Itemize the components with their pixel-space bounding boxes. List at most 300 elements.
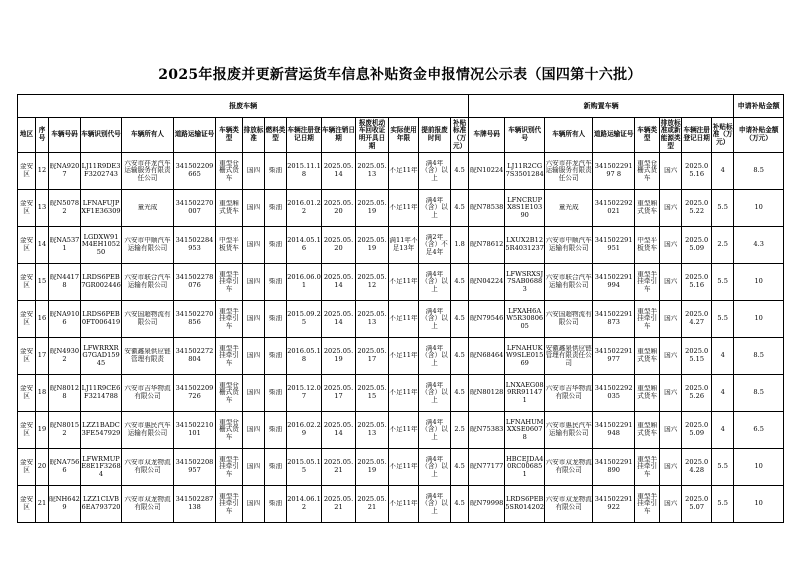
cell-text: 重型仓栅式货车	[219, 418, 239, 441]
table-cell	[451, 375, 469, 412]
table-cell	[545, 449, 593, 486]
table-cell	[635, 190, 660, 227]
cell-text: 重型厢式货车	[637, 348, 658, 363]
table-cell	[174, 338, 216, 375]
table-row	[18, 264, 784, 301]
cell-text: 皖NA9106	[49, 311, 80, 326]
cell-text: 重型仓栅式货车	[219, 159, 239, 182]
cell-text: 皖NH6429	[49, 496, 80, 511]
group-header-new: 新购置车辆	[469, 95, 734, 118]
table-cell	[287, 375, 322, 412]
cell-text: 17	[37, 352, 47, 360]
table-body	[18, 153, 784, 523]
table-cell	[712, 264, 734, 301]
table-cell	[593, 301, 635, 338]
table-cell	[635, 153, 660, 190]
table-row	[18, 153, 784, 190]
table-cell	[122, 301, 174, 338]
table-cell	[322, 449, 356, 486]
cell-text: 2015.12.07	[287, 385, 321, 400]
table-cell	[81, 190, 122, 227]
table-cell	[322, 227, 356, 264]
table-cell	[49, 153, 81, 190]
cell-text: 341502270856	[175, 311, 214, 326]
table-cell	[356, 227, 389, 264]
cell-text: 六安国超物流有限公司	[124, 311, 171, 326]
table-cell	[593, 227, 635, 264]
cell-text: 皖N78538	[470, 204, 504, 212]
table-cell	[545, 301, 593, 338]
table-cell	[287, 486, 322, 523]
table-cell	[322, 486, 356, 523]
table-cell	[122, 449, 174, 486]
table-cell	[49, 190, 81, 227]
cell-text: LRDS6PEB0FT006419	[81, 311, 121, 326]
cell-text: LFWRRXRG7GAD15945	[82, 344, 120, 367]
table-cell	[356, 449, 389, 486]
cell-text: 柴油	[268, 389, 283, 397]
cell-text: 六安市惠民汽车运输有限公司	[124, 422, 171, 437]
cell-text: LJ11R9CE6F3214788	[81, 385, 121, 400]
table-cell	[243, 301, 265, 338]
cell-text: 341502291977	[594, 348, 633, 363]
cell-text: 2025.05.20	[323, 237, 354, 252]
table-cell	[322, 301, 356, 338]
cell-text: 2025.05.15	[685, 348, 709, 363]
cell-text: 重型半挂牵引车	[219, 307, 239, 330]
table-cell	[265, 153, 287, 190]
cell-text: 341502291873	[594, 311, 633, 326]
cell-text: 2025.05.09	[685, 422, 709, 437]
table-cell	[216, 412, 243, 449]
cell-text: 国六	[664, 463, 678, 471]
table-cell	[660, 338, 682, 375]
table-cell	[81, 412, 122, 449]
column-header: 道路运输证号	[593, 118, 635, 153]
cell-text: 4	[720, 426, 725, 434]
table-cell	[18, 301, 36, 338]
column-header: 补贴标准（万元）	[451, 118, 469, 153]
table-cell	[356, 264, 389, 301]
table-cell	[389, 412, 419, 449]
column-header: 排放标准或新能源类型	[660, 118, 682, 153]
cell-text: LFWSRXSJ7SAB06883	[506, 270, 544, 293]
cell-text: 2025.05.09	[685, 237, 709, 252]
table-cell	[174, 375, 216, 412]
cell-text: 4	[720, 167, 725, 175]
table-cell	[712, 449, 734, 486]
table-cell	[389, 486, 419, 523]
cell-text: 14	[37, 241, 47, 249]
table-cell	[18, 190, 36, 227]
cell-text: 2025.05.14	[323, 274, 354, 289]
cell-text: 金安区	[19, 274, 34, 289]
cell-text: 国六	[664, 500, 678, 508]
table-cell	[265, 227, 287, 264]
table-cell	[322, 375, 356, 412]
cell-text: 六安市惠民汽车运输有限公司	[545, 422, 592, 437]
cell-text: 2015.05.15	[287, 459, 321, 474]
cell-text: 皖NA9207	[49, 163, 80, 178]
cell-text: 重型半挂牵引车	[219, 455, 239, 478]
table-cell	[505, 486, 545, 523]
table-cell	[712, 153, 734, 190]
table-cell	[593, 486, 635, 523]
cell-text: 4.5	[454, 352, 465, 360]
table-cell	[469, 153, 505, 190]
table-cell	[682, 301, 712, 338]
table-cell	[356, 412, 389, 449]
table-cell	[660, 153, 682, 190]
cell-text: 国六	[664, 389, 678, 397]
table-cell	[243, 486, 265, 523]
cell-text: 柴油	[268, 352, 283, 360]
cell-text: 8.5	[753, 352, 764, 360]
cell-text: 不足11年	[389, 204, 418, 212]
cell-text: 金安区	[19, 348, 34, 363]
table-cell	[660, 301, 682, 338]
cell-text: 重型仓栅式货车	[637, 159, 658, 182]
cell-text: 柴油	[268, 278, 283, 286]
column-header: 地区	[18, 118, 36, 153]
cell-text: 重型半挂牵引车	[637, 492, 658, 515]
cell-text: 4.5	[454, 167, 465, 175]
cell-text: 六安市双龙物流有限公司	[124, 459, 171, 474]
cell-text: 满4年（含）以上	[421, 307, 448, 330]
cell-text: 341502284953	[175, 237, 214, 252]
cell-text: 皖N50782	[49, 200, 80, 215]
table-cell	[451, 227, 469, 264]
table-cell	[216, 375, 243, 412]
table-cell	[356, 153, 389, 190]
column-header: 排放标准	[243, 118, 265, 153]
cell-text: LRDS6PEB5SR014202	[505, 496, 545, 511]
table-cell	[593, 264, 635, 301]
table-cell	[469, 227, 505, 264]
table-cell	[216, 449, 243, 486]
cell-text: 4.5	[454, 204, 465, 212]
cell-text: LNXAEG089RR911471	[505, 381, 544, 404]
cell-text: 六安市双龙物流有限公司	[545, 459, 592, 474]
table-cell	[734, 338, 784, 375]
cell-text: 341502272804	[175, 348, 214, 363]
cell-text: 国四	[246, 500, 261, 508]
table-cell	[635, 338, 660, 375]
table-cell	[682, 486, 712, 523]
cell-text: 2025.05.16	[685, 274, 709, 289]
cell-text: 六安市吉华物流有限公司	[124, 385, 171, 400]
cell-text: 重型厢式货车	[637, 385, 658, 400]
table-cell	[635, 375, 660, 412]
cell-text: 341502291994	[594, 274, 633, 289]
table-cell	[451, 338, 469, 375]
cell-text: 2025.04.27	[685, 311, 709, 326]
table-cell	[49, 449, 81, 486]
column-header: 实际使用年限	[389, 118, 419, 153]
table-cell	[287, 153, 322, 190]
cell-text: 重型厢式货车	[637, 422, 658, 437]
cell-text: 皖N10224	[470, 167, 504, 175]
table-cell	[419, 412, 451, 449]
column-header: 提前报废时间	[419, 118, 451, 153]
table-cell	[660, 375, 682, 412]
table-cell	[287, 227, 322, 264]
table-cell	[49, 412, 81, 449]
column-header: 车辆所有人	[122, 118, 174, 153]
column-header: 补贴标准（万元）	[712, 118, 734, 153]
table-cell	[287, 190, 322, 227]
table-cell	[18, 264, 36, 301]
cell-text: 国四	[246, 426, 261, 434]
table-cell	[469, 449, 505, 486]
column-header-row	[18, 118, 784, 153]
cell-text: 重型半挂牵引车	[219, 344, 239, 367]
table-cell	[36, 486, 49, 523]
cell-text: 341502210101	[175, 422, 214, 437]
cell-text: 皖N49302	[49, 348, 80, 363]
table-cell	[81, 486, 122, 523]
cell-text: 童光成	[558, 204, 579, 212]
cell-text: 2014.06.12	[287, 496, 321, 511]
cell-text: 国六	[664, 315, 678, 323]
cell-text: 皖N78612	[470, 241, 504, 249]
table-cell	[469, 375, 505, 412]
cell-text: 16	[37, 315, 47, 323]
cell-text: 2025.05.14	[323, 163, 354, 178]
cell-text: 重型半挂牵引车	[637, 307, 658, 330]
cell-text: 不足11年	[389, 463, 418, 471]
table-cell	[635, 486, 660, 523]
cell-text: 341502291890	[594, 459, 633, 474]
cell-text: 4.5	[454, 389, 465, 397]
cell-text: 国六	[664, 278, 678, 286]
table-cell	[469, 412, 505, 449]
cell-text: 国四	[246, 204, 261, 212]
cell-text: 341502291922	[594, 496, 633, 511]
cell-text: 2025.05.13	[357, 311, 387, 326]
cell-text: 18	[37, 389, 47, 397]
table-cell	[49, 301, 81, 338]
cell-text: 中型平板货车	[637, 237, 658, 252]
table-cell	[734, 153, 784, 190]
table-cell	[81, 227, 122, 264]
table-cell	[593, 190, 635, 227]
table-cell	[734, 449, 784, 486]
table-cell	[682, 449, 712, 486]
cell-text: 341502292035	[594, 385, 633, 400]
cell-text: 4.5	[454, 315, 465, 323]
cell-text: 金安区	[19, 459, 34, 474]
cell-text: 六安市联合汽车运输有限公司	[124, 274, 171, 289]
column-header: 车辆识别代号	[505, 118, 545, 153]
table-cell	[734, 412, 784, 449]
table-cell	[36, 412, 49, 449]
cell-text: 皖N68464	[470, 352, 504, 360]
table-cell	[451, 486, 469, 523]
table-cell	[174, 153, 216, 190]
table-cell	[419, 375, 451, 412]
table-cell	[734, 375, 784, 412]
cell-text: 国四	[246, 315, 261, 323]
table-cell	[505, 375, 545, 412]
table-cell	[81, 338, 122, 375]
cell-text: 六安市联合汽车运输有限公司	[545, 274, 592, 289]
cell-text: 2025.05.14	[323, 311, 354, 326]
table-cell	[122, 412, 174, 449]
table-cell	[36, 375, 49, 412]
cell-text: 10	[754, 463, 763, 471]
table-cell	[18, 486, 36, 523]
table-row	[18, 227, 784, 264]
cell-text: 341502278076	[175, 274, 214, 289]
cell-text: 2025.05.17	[357, 348, 387, 363]
cell-text: 341502292021	[594, 200, 633, 215]
cell-text: 金安区	[19, 496, 34, 511]
table-cell	[389, 190, 419, 227]
table-cell	[216, 486, 243, 523]
table-cell	[734, 190, 784, 227]
table-cell	[660, 412, 682, 449]
cell-text: 满4年（含）以上	[421, 196, 448, 219]
cell-text: 5.5	[717, 463, 728, 471]
cell-text: 19	[37, 426, 47, 434]
table-cell	[419, 449, 451, 486]
table-cell	[389, 264, 419, 301]
table-cell	[469, 190, 505, 227]
cell-text: 2014.05.16	[287, 237, 321, 252]
cell-text: 不足11年	[389, 426, 418, 434]
cell-text: 1.8	[454, 241, 465, 249]
cell-text: 2025.05.12	[357, 274, 387, 289]
page-title: 2025年报废并更新营运货车信息补贴资金申报情况公示表（国四第十六批）	[158, 67, 642, 83]
cell-text: 4	[720, 389, 725, 397]
table-cell	[451, 153, 469, 190]
table-cell	[18, 153, 36, 190]
column-header: 序号	[36, 118, 49, 153]
table-cell	[18, 412, 36, 449]
cell-text: 国六	[664, 426, 678, 434]
cell-text: 重型半挂牵引车	[219, 270, 239, 293]
table-cell	[635, 449, 660, 486]
cell-text: 5.5	[717, 204, 728, 212]
column-header: 车辆号码	[49, 118, 81, 153]
table-cell	[243, 375, 265, 412]
cell-text: 2025.05.16	[685, 163, 709, 178]
cell-text: 2025.05.21	[357, 496, 387, 511]
cell-text: 2025.05.15	[357, 385, 387, 400]
table-cell	[682, 153, 712, 190]
table-cell	[734, 227, 784, 264]
cell-text: 童光成	[137, 204, 158, 212]
cell-text: 2025.05.19	[357, 459, 387, 474]
table-cell	[635, 412, 660, 449]
table-cell	[712, 190, 734, 227]
cell-text: 六安市中顺汽车运输有限公司	[124, 237, 171, 252]
cell-text: 皖NA5371	[49, 237, 80, 252]
cell-text: 341502287138	[175, 496, 214, 511]
table-cell	[122, 153, 174, 190]
cell-text: 341502208957	[175, 459, 214, 474]
cell-text: 国四	[246, 167, 261, 175]
table-row	[18, 412, 784, 449]
cell-text: 2025.05.19	[323, 348, 354, 363]
table-cell	[36, 338, 49, 375]
table-cell	[36, 190, 49, 227]
cell-text: 金安区	[19, 385, 34, 400]
cell-text: 21	[37, 500, 47, 508]
table-cell	[322, 190, 356, 227]
group-header-scrapped: 报废车辆	[18, 95, 469, 118]
cell-text: LZZ1CLVB6EA793720	[81, 496, 121, 511]
cell-text: 柴油	[268, 241, 283, 249]
cell-text: 15	[37, 278, 47, 286]
cell-text: 2025.05.21	[323, 496, 354, 511]
cell-text: 满4年（含）以上	[421, 492, 448, 515]
table-cell	[216, 153, 243, 190]
table-cell	[593, 449, 635, 486]
table-cell	[389, 153, 419, 190]
cell-text: 2016.02.29	[287, 422, 321, 437]
table-cell	[81, 449, 122, 486]
cell-text: 4.5	[454, 463, 465, 471]
table-cell	[36, 227, 49, 264]
cell-text: 六安市中顺汽车运输有限公司	[545, 237, 592, 252]
cell-text: 柴油	[268, 167, 283, 175]
table-cell	[545, 412, 593, 449]
cell-text: 六安国超物流有限公司	[545, 311, 592, 326]
table-cell	[81, 301, 122, 338]
cell-text: 2015.09.25	[287, 311, 321, 326]
cell-text: 10	[754, 315, 763, 323]
table-cell	[122, 227, 174, 264]
cell-text: LJ11R9DE3F3202743	[81, 163, 121, 178]
table-cell	[734, 486, 784, 523]
cell-text: 金安区	[19, 311, 34, 326]
cell-text: 重型厢式货车	[637, 200, 658, 215]
table-cell	[505, 338, 545, 375]
table-cell	[49, 338, 81, 375]
table-cell	[287, 449, 322, 486]
cell-text: 2015.11.18	[287, 163, 321, 178]
cell-text: LFNCRUPX8S1E10390	[507, 196, 543, 219]
table-cell	[36, 264, 49, 301]
table-cell	[356, 338, 389, 375]
cell-text: 皖N75383	[470, 426, 504, 434]
table-cell	[49, 375, 81, 412]
cell-text: 5.5	[717, 278, 728, 286]
table-cell	[265, 338, 287, 375]
cell-text: 皖N44178	[49, 274, 80, 289]
cell-text: 2025.05.20	[323, 200, 354, 215]
cell-text: 柴油	[268, 500, 283, 508]
table-cell	[660, 264, 682, 301]
table-cell	[545, 338, 593, 375]
table-cell	[122, 375, 174, 412]
cell-text: 安徽鑫泉供应链管理有限责任公司	[545, 344, 592, 367]
column-header: 车牌号码	[469, 118, 505, 153]
table-cell	[505, 301, 545, 338]
table-cell	[216, 264, 243, 301]
cell-text: LFWRMUPE8E1F32684	[81, 455, 121, 478]
cell-text: 10	[754, 204, 763, 212]
table-cell	[660, 486, 682, 523]
table-cell	[734, 301, 784, 338]
table-cell	[419, 227, 451, 264]
cell-text: 2.5	[454, 426, 465, 434]
table-cell	[419, 301, 451, 338]
table-cell	[451, 264, 469, 301]
table-cell	[712, 486, 734, 523]
